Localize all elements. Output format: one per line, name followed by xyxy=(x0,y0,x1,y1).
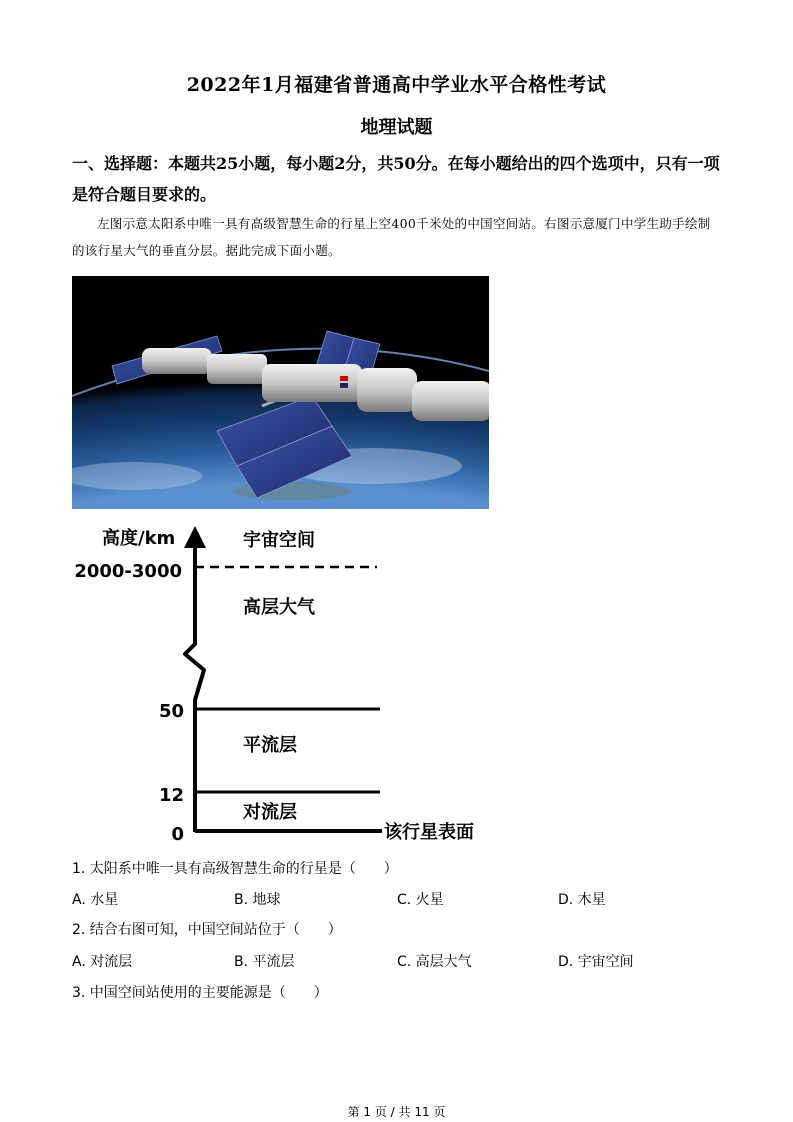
question-1-option-b: B. 地球 xyxy=(234,892,281,908)
layer-label-upper: 高层大气 xyxy=(243,597,315,618)
surface-label: 该行星表面 xyxy=(384,822,474,843)
question-2-option-a: A. 对流层 xyxy=(72,954,133,970)
question-1-option-d: D. 木星 xyxy=(558,892,606,908)
atmosphere-diagram xyxy=(72,520,492,850)
level-label-50: 50 xyxy=(158,701,184,722)
question-1-option-a: A. 水星 xyxy=(72,892,119,908)
question-1-stem: 1. 太阳系中唯一具有高级智慧生命的行星是（ ） xyxy=(72,861,398,877)
layer-label-stratosphere: 平流层 xyxy=(243,735,297,756)
question-2-option-b: B. 平流层 xyxy=(234,954,295,970)
question-2-option-c: C. 高层大气 xyxy=(397,954,472,970)
question-2-option-d: D. 宇宙空间 xyxy=(558,954,634,970)
layer-label-space: 宇宙空间 xyxy=(243,530,315,551)
axis-label: 高度/km xyxy=(102,528,176,549)
page-footer: 第 1 页 / 共 11 页 xyxy=(347,1105,446,1119)
section-heading: 一、选择题：本题共25小题，每小题2分，共50分。在每小题给出的四个选项中，只有一项是符合题目要求的。 xyxy=(72,154,720,204)
exam-title: 2022年1月福建省普通高中学业水平合格性考试 xyxy=(186,74,607,96)
question-3-stem: 3. 中国空间站使用的主要能源是（ ） xyxy=(72,985,328,1001)
layer-label-troposphere: 对流层 xyxy=(243,802,297,823)
exam-subtitle: 地理试题 xyxy=(360,117,433,138)
space-station-photo xyxy=(72,276,489,509)
intro-paragraph: 左图示意太阳系中唯一具有高级智慧生命的行星上空400千米处的中国空间站。右图示意厦门中学生助手绘制的该行星大气的垂直分层。据此完成下面小题。 xyxy=(72,216,711,258)
level-label-12: 12 xyxy=(158,785,184,806)
level-label-0: 0 xyxy=(171,824,184,845)
question-2-stem: 2. 结合右图可知，中国空间站位于（ ） xyxy=(72,922,342,938)
level-label-2000-3000: 2000-3000 xyxy=(74,561,182,582)
question-1-option-c: C. 火星 xyxy=(397,892,444,908)
